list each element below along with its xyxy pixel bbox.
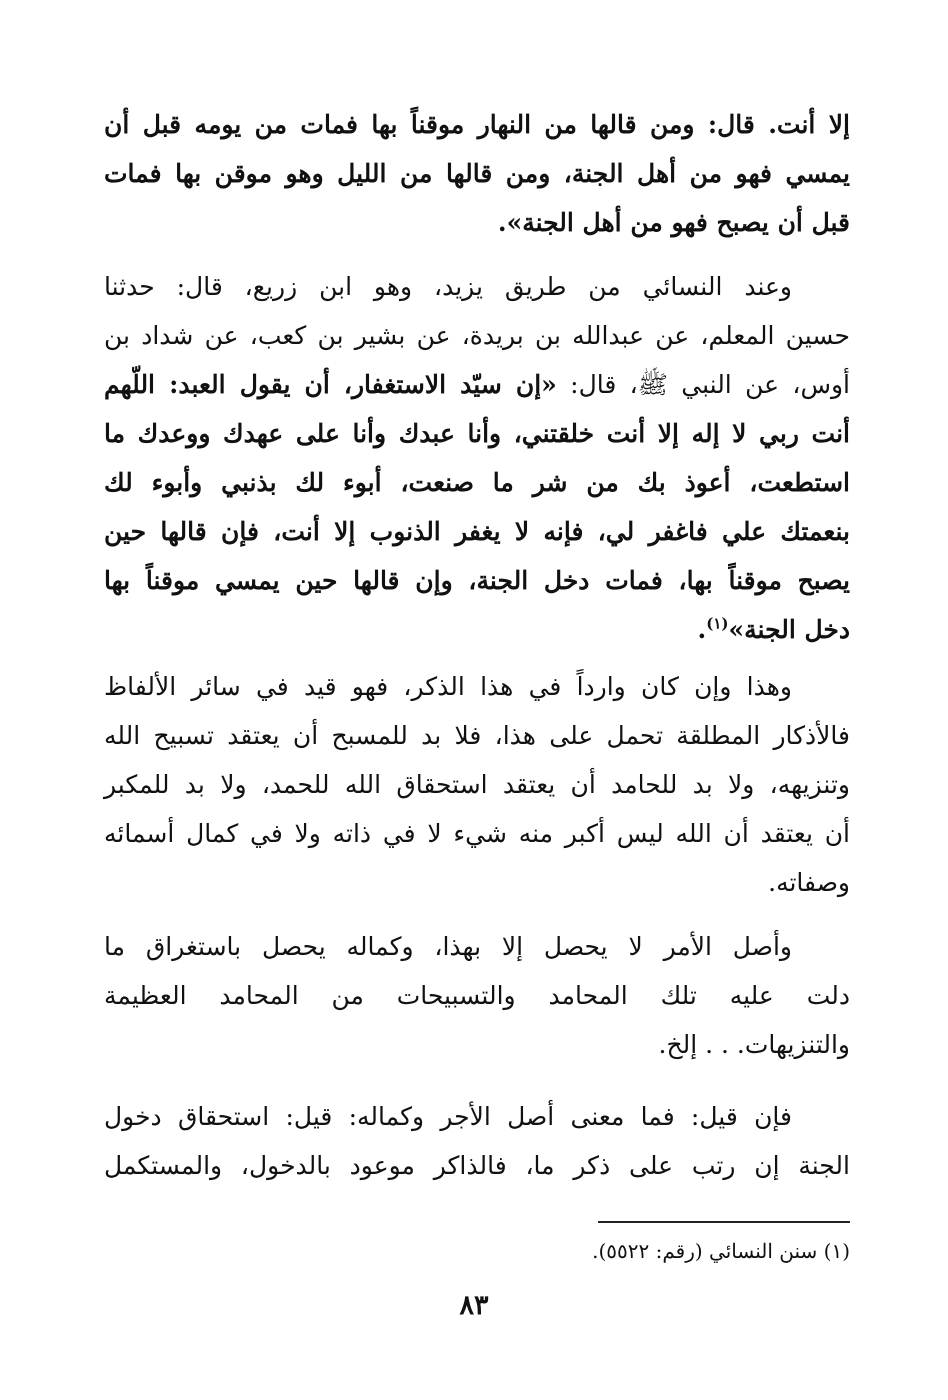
- text-line: يمسي فهو من أهل الجنة، ومن قالها من الليل وهو موقن بها فمات: [104, 159, 850, 188]
- footnote-marker[interactable]: (١): [706, 614, 729, 633]
- text-line: وأصل الأمر لا يحصل إلا بهذا، وكماله يحصل باستغراق ما: [104, 932, 792, 961]
- text-line: أنت ربي لا إله إلا أنت خلقتني، وأنا عبدك وأنا على عهدك ووعدك ما: [104, 419, 850, 448]
- text-segment-bold: دخل الجنة»: [728, 615, 850, 644]
- text-segment-bold: «إن سيّد الاستغفار، أن يقول العبد: اللّهم: [104, 370, 557, 399]
- paragraph-question: [104, 1092, 850, 1190]
- text-segment: أوس، عن النبي ﷺ، قال:: [556, 370, 850, 399]
- text-line: [104, 360, 850, 409]
- paragraph-principle: [104, 922, 850, 1069]
- footnote-divider: [598, 1221, 850, 1223]
- text-line: الجنة إن رتب على ذكر ما، فالذاكر موعود بالدخول، والمستكمل: [104, 1151, 850, 1180]
- text-line: دلت عليه تلك المحامد والتسبيحات من المحامد العظيمة: [104, 981, 850, 1010]
- footnote: (١) سنن النسائي (رقم: ٥٥٢٢).: [592, 1239, 850, 1263]
- paragraph-commentary: [104, 662, 850, 907]
- text-line: وهذا وإن كان وارداً في هذا الذكر، فهو قيد في سائر الألفاظ: [104, 672, 792, 701]
- text-line: قبل أن يصبح فهو من أهل الجنة».: [497, 208, 850, 237]
- paragraph-nasai-narration: [104, 262, 850, 654]
- text-line: أن يعتقد أن الله ليس أكبر منه شيء لا في ذاته ولا في كمال أسمائه: [104, 819, 850, 848]
- paragraph-hadith-ending: [104, 100, 850, 247]
- text-line: استطعت، أعوذ بك من شر ما صنعت، أبوء لك بذنبي وأبوء لك: [104, 468, 850, 497]
- text-line: إلا أنت. قال: ومن قالها من النهار موقناً بها فمات من يومه قبل أن: [104, 110, 850, 139]
- page-number: ٨٣: [459, 1290, 489, 1321]
- text-line: والتنزيهات. . . إلخ.: [658, 1030, 850, 1059]
- text-line: وتنزيهه، ولا بد للحامد أن يعتقد استحقاق الله للحمد، ولا بد للمكبر: [104, 770, 850, 799]
- text-line: وصفاته.: [768, 868, 850, 897]
- text-line: فالأذكار المطلقة تحمل على هذا، فلا بد للمسبح أن يعتقد تسبيح الله: [104, 721, 850, 750]
- text-line: وعند النسائي من طريق يزيد، وهو ابن زريع، قال: حدثنا: [104, 272, 792, 301]
- text-line: يصبح موقناً بها، فمات دخل الجنة، وإن قالها حين يمسي موقناً بها: [104, 566, 850, 595]
- text-line: حسين المعلم، عن عبدالله بن بريدة، عن بشير بن كعب، عن شداد بن: [104, 321, 850, 350]
- text-line: بنعمتك علي فاغفر لي، فإنه لا يغفر الذنوب إلا أنت، فإن قالها حين: [104, 517, 850, 546]
- text-line: فإن قيل: فما معنى أصل الأجر وكماله: قيل: استحقاق دخول: [104, 1102, 792, 1131]
- text-line: [104, 605, 850, 654]
- text-segment: .: [697, 615, 707, 644]
